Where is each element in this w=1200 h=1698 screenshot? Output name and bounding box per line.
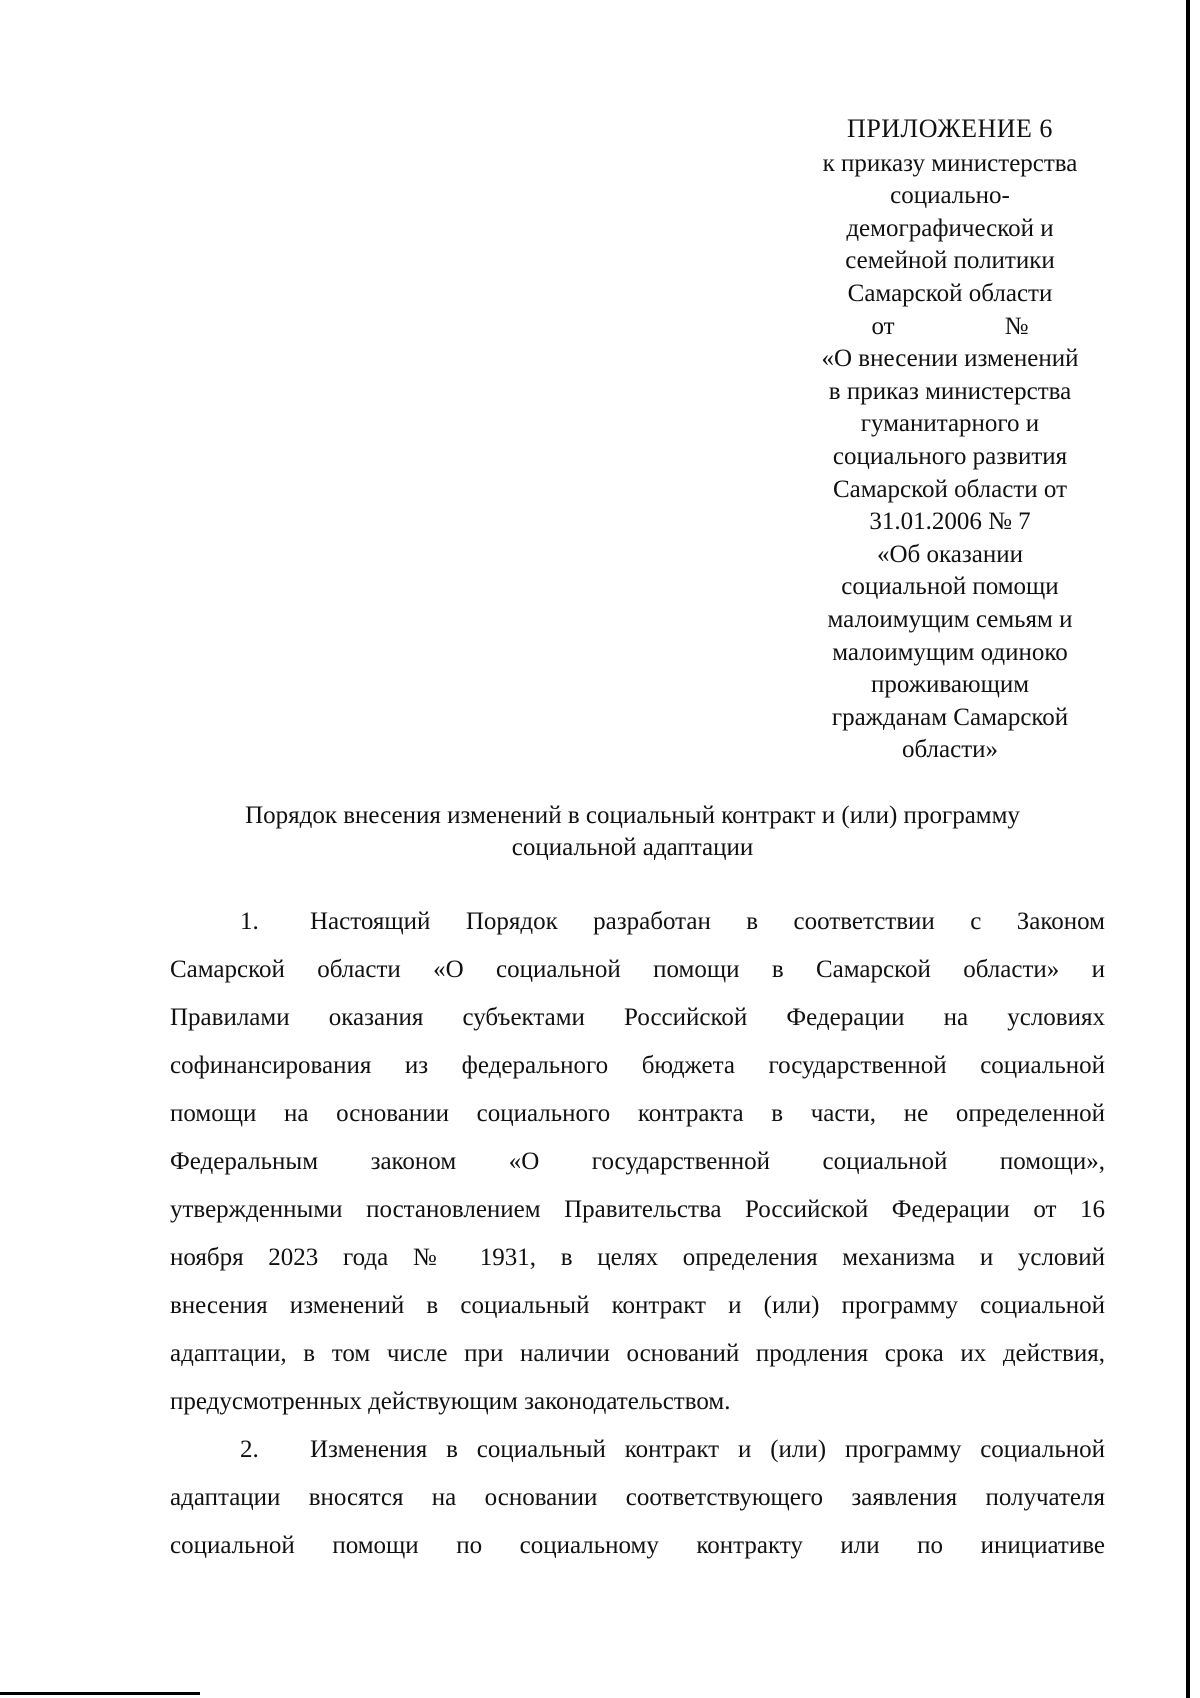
appendix-date-number-row: [780, 311, 1120, 344]
appendix-line: демографической и: [846, 214, 1054, 242]
appendix-line: к приказу министерства: [822, 149, 1078, 177]
appendix-line: Самарской области от: [832, 475, 1068, 503]
paragraph-line: внесения изменений в социальный контракт и (или) программу социальной: [170, 1292, 1105, 1319]
appendix-line: проживающим: [870, 671, 1030, 699]
paragraph-line-text: Изменения в социальный контракт и (или) программу социальной: [310, 1436, 1105, 1463]
appendix-line: гуманитарного и: [860, 410, 1040, 438]
paragraph-line: софинансирования из федерального бюджета государственной социальной: [170, 1052, 1105, 1079]
paragraph-line: Федеральным законом «О государственной социальной помощи»,: [170, 1148, 1105, 1175]
appendix-block: [780, 113, 1120, 767]
paragraph-line: ноября 2023 года № 1931, в целях определения механизма и условий: [170, 1244, 1105, 1271]
paragraph-line: социальной помощи по социальному контракту или по инициативе: [170, 1532, 1105, 1559]
appendix-line: гражданам Самарской: [831, 703, 1069, 731]
appendix-heading: ПРИЛОЖЕНИЕ 6: [847, 114, 1053, 143]
appendix-line: в приказ министерства: [828, 377, 1072, 405]
appendix-line: области»: [901, 736, 999, 764]
date-label: от: [871, 312, 895, 340]
paragraph-number: 1.: [240, 908, 259, 935]
paragraph-line: [170, 898, 1105, 946]
appendix-line: социального развития: [832, 442, 1068, 470]
paragraph-2: [170, 1426, 1105, 1570]
paragraph-line: адаптации, в том числе при наличии оснований продления срока их действия,: [170, 1340, 1105, 1367]
appendix-line: социальной помощи: [841, 573, 1059, 601]
page-border-bottom: [0, 1692, 200, 1695]
paragraph-line: утвержденными постановлением Правительства Российской Федерации от 16: [170, 1196, 1105, 1223]
paragraph-1: [170, 898, 1105, 1426]
paragraph-line: Самарской области «О социальной помощи в Самарской области» и: [170, 956, 1105, 983]
appendix-line: малоимущим одиноко: [832, 638, 1068, 666]
paragraph-line: [170, 1426, 1105, 1474]
paragraph-line: предусмотренных действующим законодательством.: [170, 1388, 731, 1415]
paragraph-line: помощи на основании социального контракта в части, не определенной: [170, 1100, 1105, 1127]
title-line: социальной адаптации: [511, 834, 754, 861]
appendix-line: 31.01.2006 № 7: [869, 508, 1031, 536]
page-border-right: [1186, 0, 1190, 1698]
appendix-line: «Об оказании: [877, 540, 1023, 568]
document-title: [170, 800, 1095, 864]
appendix-line: социально-: [890, 182, 1010, 210]
title-line: Порядок внесения изменений в социальный контракт и (или) программу: [245, 802, 1020, 829]
paragraph-line-text: Настоящий Порядок разработан в соответствии с Законом: [310, 908, 1105, 935]
appendix-line: «О внесении изменений: [821, 345, 1079, 373]
paragraph-number: 2.: [240, 1436, 259, 1463]
number-label: №: [1004, 312, 1029, 340]
paragraph-line: адаптации вносятся на основании соответствующего заявления получателя: [170, 1484, 1105, 1511]
document-body: [170, 898, 1105, 1570]
appendix-line: малоимущим семьям и: [827, 605, 1073, 633]
appendix-line: семейной политики: [845, 247, 1055, 275]
paragraph-line: Правилами оказания субъектами Российской Федерации на условиях: [170, 1004, 1105, 1031]
appendix-line: Самарской области: [847, 279, 1053, 307]
